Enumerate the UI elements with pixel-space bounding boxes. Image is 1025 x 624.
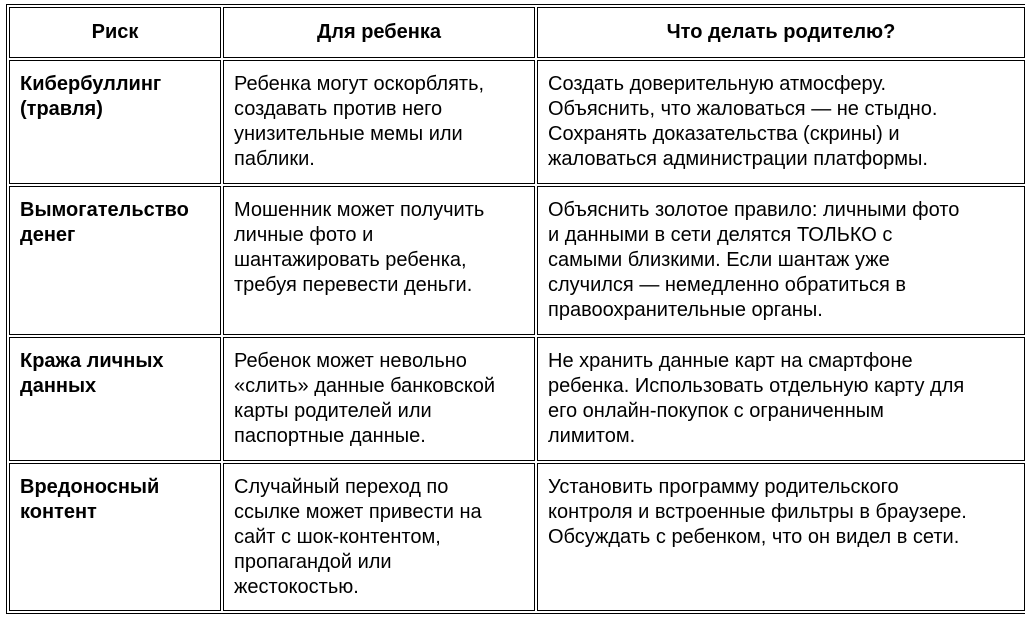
table-row xyxy=(9,60,1025,184)
child-line: создавать против него xyxy=(234,98,443,120)
child-line: паблики. xyxy=(234,148,315,170)
parent-line: Объяснить золотое правило: личными фото xyxy=(548,199,960,221)
header-risk: Риск xyxy=(9,7,221,58)
parent-line: Не хранить данные карт на смартфоне xyxy=(548,350,913,372)
risk-cell xyxy=(9,463,221,611)
risk-table xyxy=(6,4,1025,614)
risk-cell xyxy=(9,60,221,184)
parent-line: правоохранительные органы. xyxy=(548,299,823,321)
parent-line: и данными в сети делятся ТОЛЬКО с xyxy=(548,224,893,246)
child-line: жестокостью. xyxy=(234,576,359,598)
child-line: ссылке может привести на xyxy=(234,501,482,523)
child-cell xyxy=(223,60,535,184)
parent-line: Сохранять доказательства (скрины) и xyxy=(548,123,900,145)
child-line: унизительные мемы или xyxy=(234,123,463,145)
risk-cell xyxy=(9,186,221,335)
parent-line: его онлайн-покупок с ограниченным xyxy=(548,400,884,422)
parent-cell xyxy=(537,337,1025,461)
header-parent-action: Что делать родителю? xyxy=(537,7,1025,58)
risk-line: Кибербуллинг xyxy=(20,73,162,95)
child-line: Ребенок может невольно xyxy=(234,350,467,372)
parent-cell xyxy=(537,60,1025,184)
child-line: Случайный переход по xyxy=(234,476,449,498)
risk-line: (травля) xyxy=(20,98,103,120)
child-cell xyxy=(223,186,535,335)
child-line: личные фото и xyxy=(234,224,374,246)
parent-line: ребенка. Использовать отдельную карту для xyxy=(548,375,965,397)
parent-line: случился — немедленно обратиться в xyxy=(548,274,907,296)
header-for-child: Для ребенка xyxy=(223,7,535,58)
child-line: карты родителей или xyxy=(234,400,432,422)
parent-cell xyxy=(537,186,1025,335)
risk-line: Кража личных xyxy=(20,350,164,372)
parent-line: Создать доверительную атмосферу. xyxy=(548,73,887,95)
child-line: пропагандой или xyxy=(234,551,392,573)
risk-line: Вредоносный xyxy=(20,476,160,498)
table-row xyxy=(9,463,1025,611)
risk-line: Вымогательство xyxy=(20,199,189,221)
parent-line: лимитом. xyxy=(548,425,636,447)
child-line: сайт с шок-контентом, xyxy=(234,526,441,548)
child-line: паспортные данные. xyxy=(234,425,426,447)
table-row xyxy=(9,186,1025,335)
child-line: Ребенка могут оскорблять, xyxy=(234,73,485,95)
parent-line: самыми близкими. Если шантаж уже xyxy=(548,249,890,271)
parent-line: контроля и встроенные фильтры в браузере. xyxy=(548,501,967,523)
child-cell xyxy=(223,463,535,611)
child-line: «слить» данные банковской xyxy=(234,375,496,397)
table-header-row xyxy=(9,7,1025,58)
parent-line: жаловаться администрации платформы. xyxy=(548,148,928,170)
risk-cell xyxy=(9,337,221,461)
parent-cell xyxy=(537,463,1025,611)
child-line: Мошенник может получить xyxy=(234,199,485,221)
risk-line: денег xyxy=(20,224,76,246)
parent-line: Установить программу родительского xyxy=(548,476,899,498)
parent-line: Объяснить, что жаловаться — не стыдно. xyxy=(548,98,938,120)
table-row xyxy=(9,337,1025,461)
parent-line: Обсуждать с ребенком, что он видел в сети. xyxy=(548,526,960,548)
child-line: шантажировать ребенка, xyxy=(234,249,467,271)
child-line: требуя перевести деньги. xyxy=(234,274,473,296)
risk-line: данных xyxy=(20,375,97,397)
child-cell xyxy=(223,337,535,461)
risk-line: контент xyxy=(20,501,97,523)
